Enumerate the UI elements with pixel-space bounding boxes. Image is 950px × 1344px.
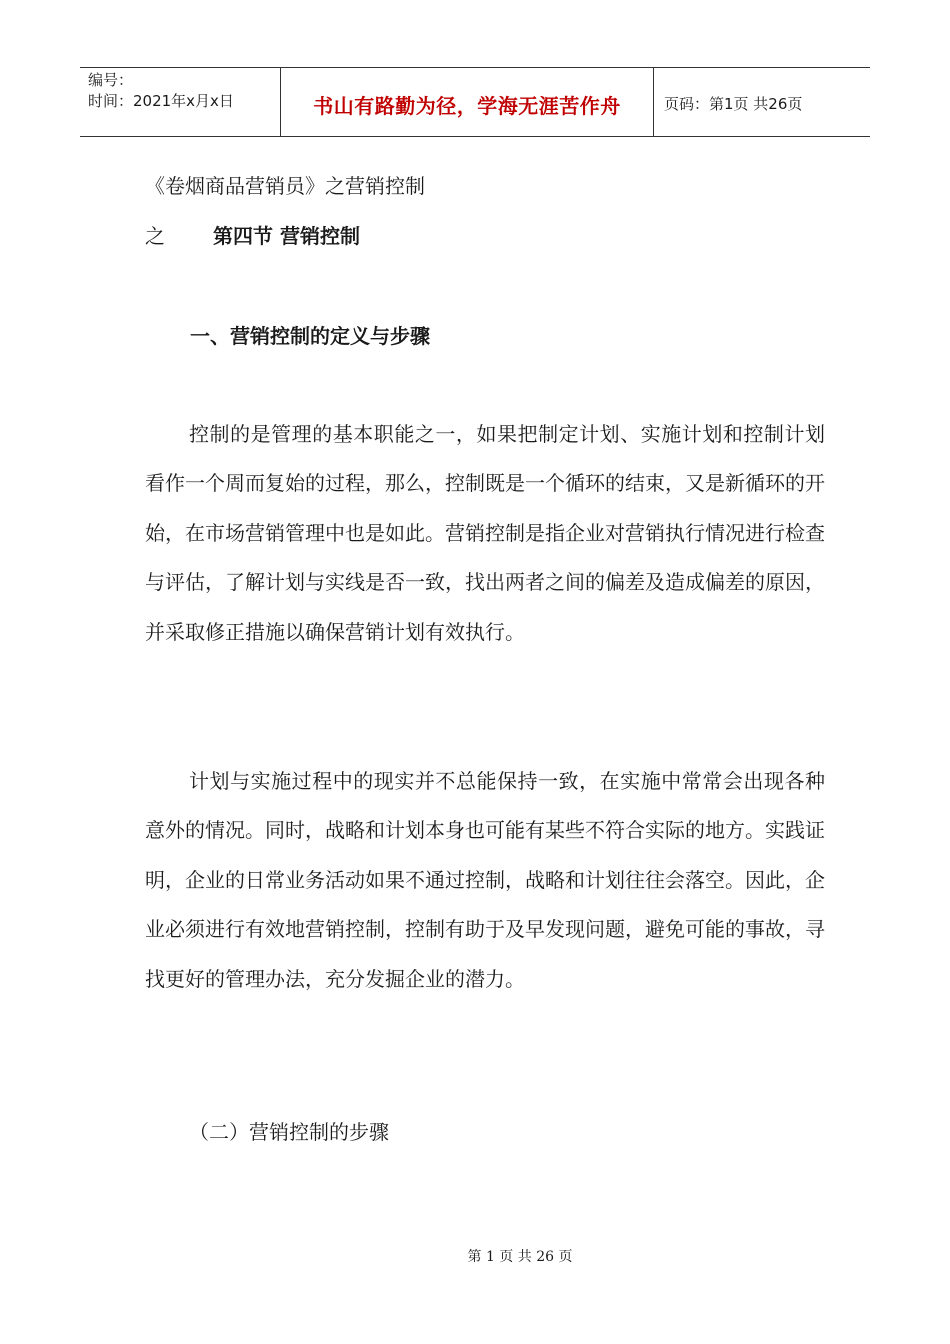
paragraph-1: 控制的是管理的基本职能之一，如果把制定计划、实施计划和控制计划看作一个周而复始的过程，那么，控制既是一个循环的结束，又是新循环的开始，在市场营销管理中也是如此。营销控制是指企业对营销执行情况进行检查与评估，了解计划与实线是否一致，找出两者之间的偏差及造成偏差的原因，并采取修正措施以确保营销计划有效执行。 [145, 422, 825, 644]
header-meta [80, 68, 281, 136]
document-title: 《卷烟商品营销员》之营销控制 [145, 174, 425, 198]
page-footer: 第 1 页 共 26 页 [467, 1249, 573, 1265]
number-label: 编号： [88, 71, 134, 89]
header-page-info: 页码：第1页 共26页 [664, 94, 803, 113]
motto-text: 书山有路勤为径，学海无涯苦作舟 [313, 93, 621, 118]
heading-control-steps: （二）营销控制的步骤 [189, 1120, 389, 1144]
page-header [80, 67, 870, 137]
header-motto-cell [281, 68, 654, 136]
paragraph-2: 计划与实施过程中的现实并不总能保持一致，在实施中常常会出现各种意外的情况。同时，战略和计划本身也可能有某些不符合实际的地方。实践证明，企业的日常业务活动如果不通过控制，战略和计划往往会落空。因此，企业必须进行有效地营销控制，控制有助于及早发现问题，避免可能的事故，寻找更好的管理办法，充分发掘企业的潜力。 [145, 769, 825, 991]
section-title: 第四节 营销控制 [213, 224, 360, 248]
time-label: 时间：2021年x月x日 [88, 92, 234, 110]
section-prefix: 之 [145, 224, 165, 248]
section-line [145, 220, 360, 249]
heading-definition-steps: 一、营销控制的定义与步骤 [190, 324, 430, 348]
